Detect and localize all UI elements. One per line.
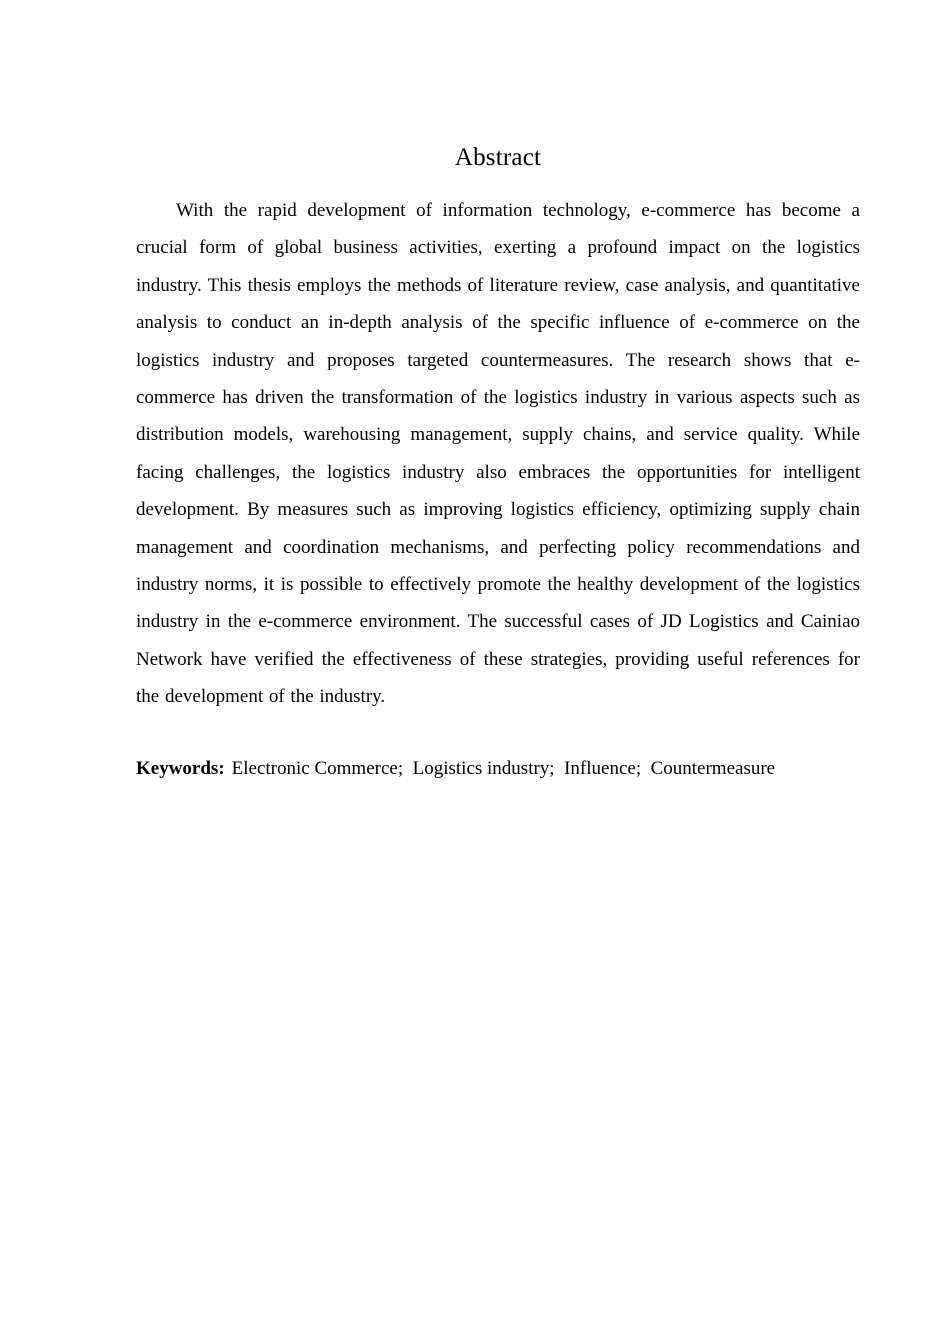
abstract-paragraph: With the rapid development of information technology, e-commerce has become a crucial form of global business activities, exerting a profound impact on the logistics industry. This thesis employs the methods of literature review, case analysis, and quantitative analysis to conduct an in-depth analysis of the specific influence of e-commerce on the logistics industry and proposes targeted countermeasures. The research shows that e-commerce has driven the transformation of the logistics industry in various aspects such as distribution models, warehousing management, supply chains, and service quality. While facing challenges, the logistics industry also embraces the opportunities for intelligent development. By measures such as improving logistics efficiency, optimizing supply chain management and coordination mechanisms, and perfecting policy recommendations and industry norms, it is possible to effectively promote the healthy development of the logistics industry in the e-commerce environment. The successful cases of JD Logistics and Cainiao Network have verified the effectiveness of these strategies, providing useful references for the development of the industry. [136,200,860,708]
keywords-line [136,750,860,787]
page-content [136,0,860,787]
page-title: Abstract [454,144,542,171]
keywords-label: Keywords: [136,757,225,779]
keywords-text: Electronic Commerce; Logistics industry; Influence; Countermeasure [231,757,776,779]
